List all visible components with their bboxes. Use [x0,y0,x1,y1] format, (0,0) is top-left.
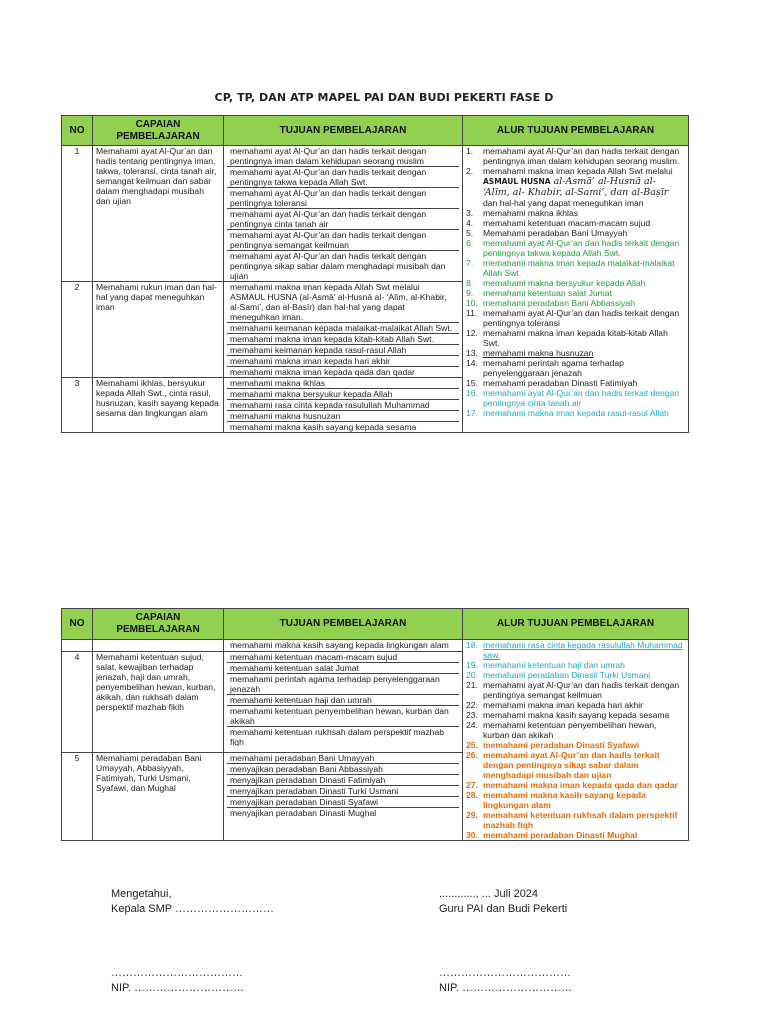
tp-item: memahami ayat Al-Qur’an dan hadis terkait dengan pentingnya takwa kepada Allah Swt. [227,167,459,188]
atp-text: memahami makna bersyukur kepada Allah [483,278,646,288]
table-row [62,640,689,652]
atp-item [466,358,685,378]
atp-number: 11. [466,308,478,318]
atp-item [466,830,685,840]
tp-item: memahami ayat Al-Qur’an dan hadis terkait dengan pentingnya semangat keilmuan [227,230,459,251]
row-number: 4 [62,651,93,752]
atp-text: memahami makna iman kepada qada dan qadar [483,780,678,790]
atp-number: 26. [466,750,478,760]
atp-text: memahami peradaban Dinasti Turki Usmani [483,670,651,680]
header-atp: ALUR TUJUAN PEMBELAJARAN [463,609,689,640]
atp-text: ASMAUL HUSNA [483,177,551,186]
tp-cell [224,753,463,841]
cp-cell: Memahami rukun iman dan hal-hal yang dapat meneguhkan iman [93,282,224,378]
atp-text: memahami ketentuan macam-macam sujud [483,218,651,228]
tp-item: memahami ketentuan macam-macam sujud [227,652,459,663]
teacher-label: Guru PAI dan Budi Pekerti [439,903,568,915]
atp-text: memahami ketentuan salat Jumat [483,288,612,298]
tp-item: memahami makna iman kepada Allah Swt melalui ASMAUL HUSNA (al-Asmā’ al-Husnā al- ‘Alīm, al-Khabir, al-Sami’, dan al-Baṣīr) dan hal-hal yang dapat meneguhkan iman. [227,282,459,323]
atp-text: memahami ketentuan rukhsah dalam perspektif mazhab fiqh [483,810,678,830]
tp-item: memahami makna iman kepada qada dan qadar [230,367,415,377]
atp-number: 7. [466,258,474,268]
tp-item: memahami makna iman kepada hari akhir [227,356,459,367]
cp-cell: Memahami ikhlas, bersyukur kepada Allah Swt., cinta rasul, husnuzan, kasih sayang kepada sesama dan lingkungan alam [93,378,224,433]
atp-number: 9. [466,288,474,298]
atp-text: memahami makna iman kepada malaikat-malaikat Allah Swt. [483,258,675,278]
tp-cell [224,378,463,433]
atp-text: memahami makna kasih sayang kepada sesama [483,710,670,720]
tp-item: memahami rasa cinta kepada rasulullah Muhammad [227,400,459,411]
atp-text: memahami ayat Al-Qur’an dan hadis terkait dengan pentingnya semangat keilmuan [483,680,680,700]
signature-right [439,887,567,917]
atp-item [466,740,685,750]
atp-item [466,388,685,408]
tp-item: memahami makna husnuzan [227,411,459,422]
atp-text [483,166,685,208]
tp-item: memahami makna ikhlas [227,378,459,389]
row-number: 5 [62,753,93,841]
header-atp: ALUR TUJUAN PEMBELAJARAN [463,116,689,146]
atp-text: memahami ayat Al-Qur’an dan hadis terkait dengan pentingnya takwa kepada Allah Swt. [483,238,680,258]
atp-number: 6. [466,238,474,248]
atp-text: memahami rasa cinta kepada rasulullah Muhammad saw. [483,640,683,660]
atp-item [466,640,685,660]
atp-list [466,640,685,840]
atp-number: 29. [466,810,478,820]
atp-number: 17. [466,408,478,418]
signature-left [111,887,274,917]
principal-name-line: ……………………………… [111,967,243,979]
atp-text: memahami peradaban Bani Abbassiyah [483,298,635,308]
atp-item [466,288,685,298]
atp-item [466,166,685,208]
atp-text: memahami makna ikhlas [483,208,579,218]
cp-cell: Memahami ketentuan sujud, salat, kewajiban terhadap jenazah, haji dan umrah, penyembelihan hewan, kurban, akikah, dan rukhsah dalam perspektif mazhab fikih [93,651,224,752]
atp-item [466,720,685,740]
atp-text: memahami perintah agama terhadap penyelenggaraan jenazah [483,358,624,378]
atp-number: 13. [466,348,478,358]
tp-item: memahami peradaban Bani Umayyah [227,753,459,764]
tp-item: menyajikan peradaban Dinasti Mughal [230,808,377,818]
atp-text: memahami ayat Al-Qur’an dan hadis terkait dengan pentingnya toleransi [483,308,680,328]
tp-item: memahami ketentuan haji dan umrah [227,695,459,706]
tp-item: memahami makna bersyukur kepada Allah [227,389,459,400]
cp-cell: Memahami peradaban Bani Umayyah, Abbasiyyah, Fatimiyah, Turki Usmani, Syafawi, dan Mughal [93,753,224,841]
atp-text: memahami peradaban Dinasti Mughal [483,830,638,840]
atp-number: 14. [466,358,478,368]
tp-item: menyajikan peradaban Dinasti Syafawi [227,797,459,808]
atp-cell [463,640,689,841]
tp-item: memahami ayat Al-Qur’an dan hadis terkait dengan pentingnya toleransi [227,188,459,209]
teacher-nip: NIP. ………………………… [439,982,573,994]
atp-number: 30. [466,830,478,840]
atp-text: al-Asmā’ al-Husnā al- ‘Alīm, al- Khabir, al-Sami’, dan al-Baṣīr [483,176,669,198]
atp-number: 25. [466,740,478,750]
atp-number: 4. [466,218,474,228]
table-header-row [62,116,689,146]
tp-item: memahami makna kasih sayang kepada lingkungan alam [230,640,449,650]
atp-item [466,238,685,258]
atp-number: 3. [466,208,474,218]
atp-number: 28. [466,790,478,800]
atp-number: 2. [466,166,474,176]
atp-item [466,218,685,228]
date-line: ............, ... Juli 2024 [439,888,539,900]
atp-text: memahami peradaban Dinasti Syafawi [483,740,640,750]
header-tp: TUJUAN PEMBELAJARAN [224,609,463,640]
atp-text: memahami makna iman kepada hari akhir [483,700,644,710]
teacher-name-line: ……………………………… [439,967,571,979]
tp-item: memahami ayat Al-Qur’an dan hadis terkait dengan pentingnya cinta tanah air [227,209,459,230]
atp-item [466,278,685,288]
atp-text: memahami makna iman kepada Allah Swt melalui [483,166,673,176]
tp-cell [224,651,463,752]
atp-item [466,700,685,710]
atp-cell [463,146,689,433]
atp-number: 21. [466,680,478,690]
tp-item: memahami ayat Al-Qur’an dan hadis terkait dengan pentingnya sikap sabar dalam menghadapi musibah dan ujian [230,251,446,281]
tp-item: memahami keimanan kepada rasul-rasul Allah [227,345,459,356]
atp-item [466,790,685,810]
atp-text: memahami peradaban Dinasti Fatimiyah [483,378,638,388]
atp-item [466,258,685,278]
table-row [62,146,689,282]
atp-item [466,810,685,830]
atp-item [466,378,685,388]
atp-item [466,670,685,680]
row-number: 1 [62,146,93,282]
tp-item: memahami ketentuan rukhsah dalam perspektif mazhab fiqh [230,726,445,747]
page-title: CP, TP, DAN ATP MAPEL PAI DAN BUDI PEKERTI FASE D [214,91,554,104]
signature-left-name [111,966,244,996]
atp-number: 1. [466,146,474,156]
atp-text: memahami ketentuan haji dan umrah [483,660,625,670]
atp-item [466,298,685,308]
atp-text: memahami ayat Al-Qur’an dan hadis terkait dengan pentingnya cinta tanah air [483,388,680,408]
tp-item: memahami ayat Al-Qur’an dan hadis terkait dengan pentingnya iman dalam kehidupan seorang muslim [227,146,459,167]
atp-text: memahami ayat Al-Qur’an dan hadis terkait dengan pentingnya iman dalam kehidupan seorang muslim. [483,146,680,166]
atp-list [466,146,685,418]
tp-item: menyajikan peradaban Dinasti Fatimiyah [227,775,459,786]
tp-item: menyajikan peradaban Bani Abbassiyah [227,764,459,775]
cp-cell [93,640,224,652]
tp-item: memahami perintah agama terhadap penyelenggaraan jenazah [227,674,459,695]
atp-item [466,408,685,418]
tp-item: menyajikan peradaban Dinasti Turki Usmani [227,786,459,797]
curriculum-table-2 [61,608,689,841]
header-no: NO [62,116,93,146]
header-cp: CAPAIAN PEMBELAJARAN [93,609,224,640]
atp-text: memahami makna husnuzan [483,348,594,358]
atp-number: 24. [466,720,478,730]
principal-label: Kepala SMP ……………………… [111,903,275,915]
atp-item [466,660,685,670]
atp-number: 18. [466,640,478,650]
row-number: 3 [62,378,93,433]
tp-cell [224,146,463,282]
header-no: NO [62,609,93,640]
atp-number: 22. [466,700,478,710]
tp-item: memahami makna kasih sayang kepada sesama [230,422,417,432]
atp-number: 10. [466,298,478,308]
atp-item [466,750,685,780]
row-number: 2 [62,282,93,378]
signature-right-name [439,966,572,996]
acknowledged-label: Mengetahui, [111,888,172,900]
tp-item: memahami ketentuan salat Jumat [227,663,459,674]
atp-text: dan hal-hal yang dapat meneguhkan iman [483,198,644,208]
cp-cell: Memahami ayat Al-Qur’an dan hadis tentang pentingnya iman, takwa, toleransi, cinta tanah air, semangat keilmuan dan sabar dalam menghadapi musibah dan ujian [93,146,224,282]
atp-number: 5. [466,228,474,238]
atp-text: memahami ayat Al-Qur’an dan hadis terkait dengan pentingnya sikap sabar dalam menghadapi musibah dan ujian [483,750,660,780]
atp-number: 19. [466,660,478,670]
curriculum-table-1 [61,115,689,433]
atp-number: 12. [466,328,478,338]
atp-number: 23. [466,710,478,720]
principal-nip: NIP. ………………………… [111,982,245,994]
atp-text: memahami makna iman kepada rasul-rasul Allah [483,408,669,418]
atp-number: 8. [466,278,474,288]
tp-cell [224,640,463,652]
atp-text: memahami makna iman kepada kitab-kitab Allah Swt. [483,328,668,348]
atp-item [466,680,685,700]
atp-text: Memahami peradaban Bani Umayyah [483,228,628,238]
atp-item [466,348,685,358]
atp-number: 15. [466,378,478,388]
atp-number: 16. [466,388,478,398]
atp-item [466,710,685,720]
row-number [62,640,93,652]
atp-number: 20. [466,670,478,680]
atp-text: memahami makna kasih sayang kepada lingkungan alam [483,790,646,810]
atp-item [466,308,685,328]
tp-item: memahami makna iman kepada kitab-kitab Allah Swt. [227,334,459,345]
atp-item [466,328,685,348]
atp-number: 27. [466,780,478,790]
tp-cell [224,282,463,378]
tp-item: memahami keimanan kepada malaikat-malaikat Allah Swt. [227,323,459,334]
atp-item [466,208,685,218]
atp-item [466,228,685,238]
header-tp: TUJUAN PEMBELAJARAN [224,116,463,146]
atp-item [466,146,685,166]
tp-item: memahami ketentuan penyembelihan hewan, kurban dan akikah [227,706,459,727]
atp-text: memahami ketentuan penyembelihan hewan, kurban dan akikah [483,720,657,740]
header-cp: CAPAIAN PEMBELAJARAN [93,116,224,146]
atp-item [466,780,685,790]
table-header-row [62,609,689,640]
